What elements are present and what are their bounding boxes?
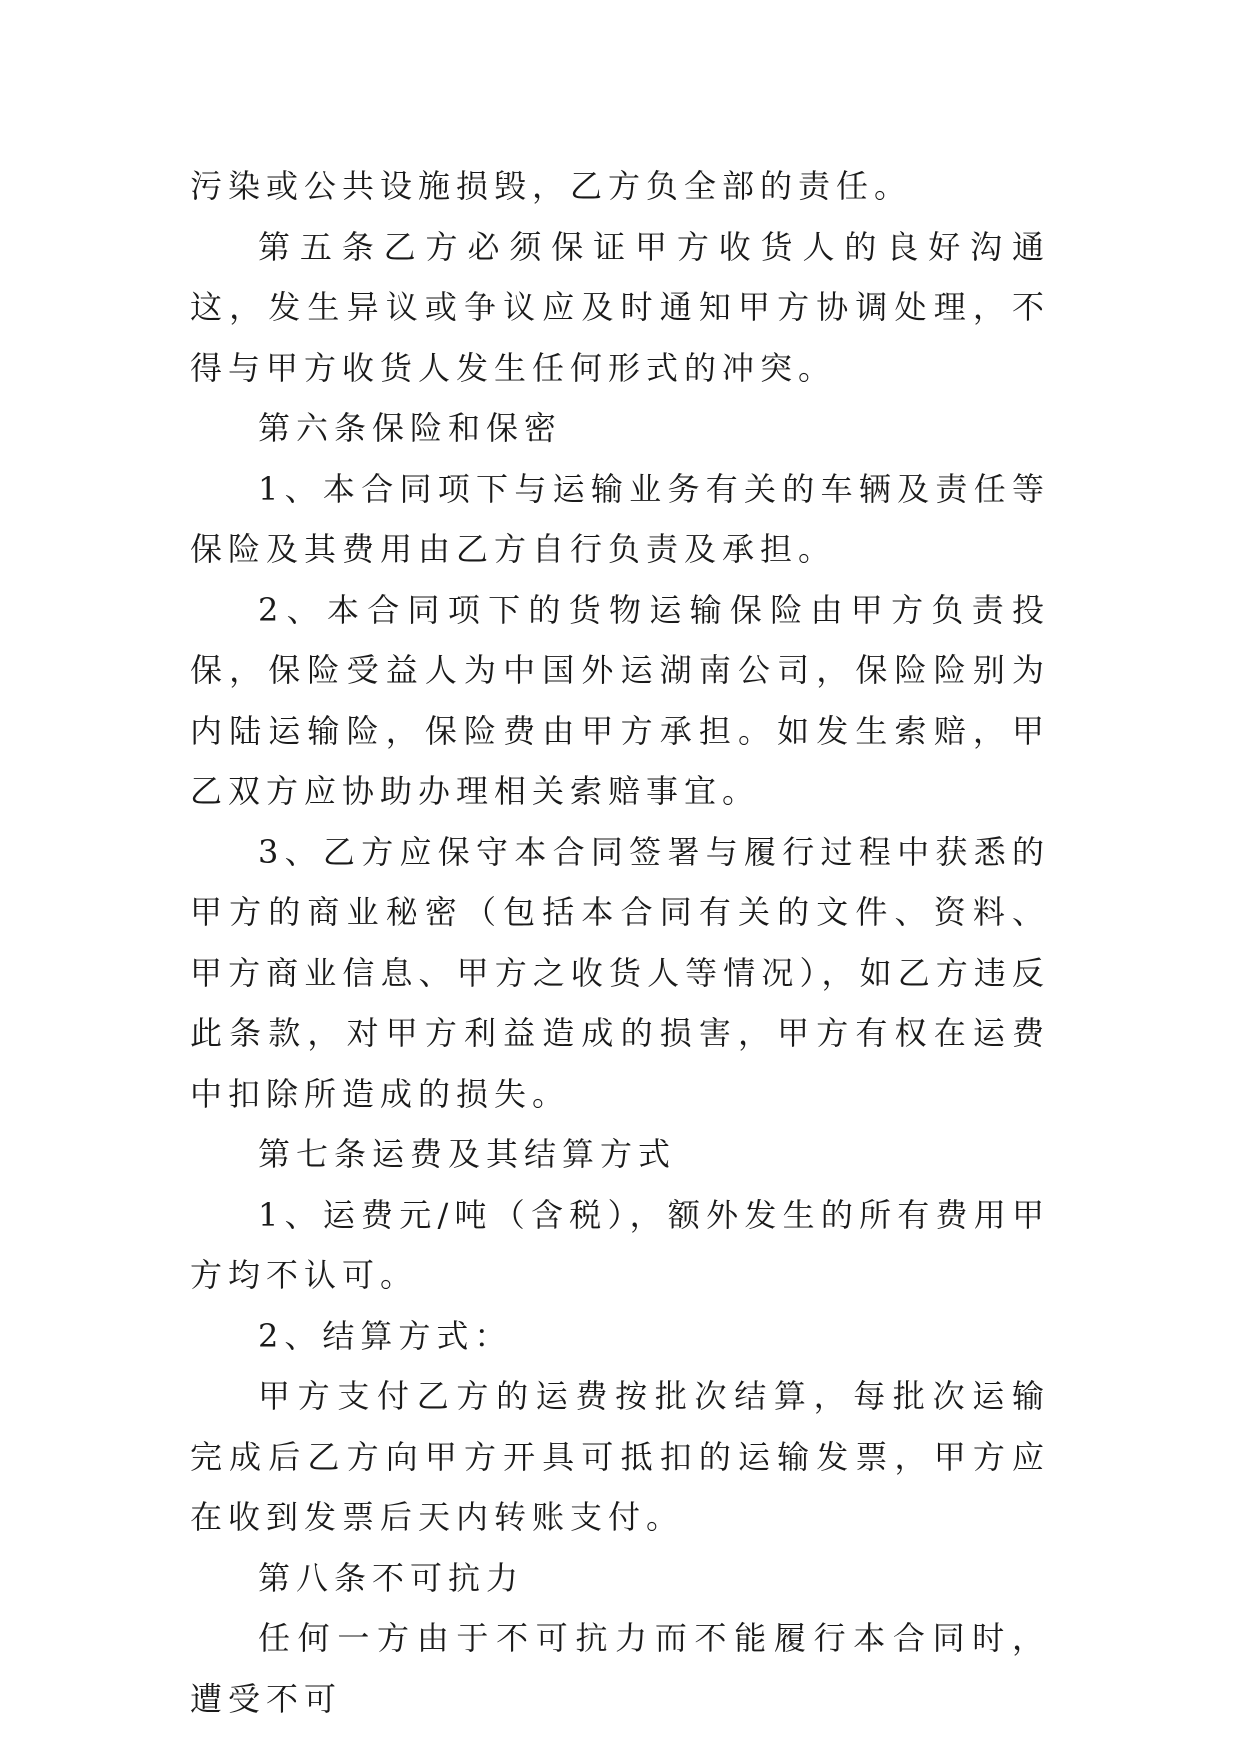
paragraph-article-5: 第五条乙方必须保证甲方收货人的良好沟通这，发生异议或争议应及时通知甲方协调处理，不得与甲方收货人发生任何形式的冲突。: [190, 227, 1050, 387]
paragraph-article-7-item-1: 1、运费元/吨（含税），额外发生的所有费用甲方均不认可。: [190, 1195, 1050, 1294]
paragraph-settlement-details: 甲方支付乙方的运费按批次结算，每批次运输完成后乙方向甲方开具可抵扣的运输发票，甲方应在收到发票后天内转账支付。: [190, 1377, 1050, 1536]
paragraph-article-6-item-1: 1、本合同项下与运输业务有关的车辆及责任等保险及其费用由乙方自行负责及承担。: [190, 469, 1050, 568]
paragraph-article-6-item-2: 2、本合同项下的货物运输保险由甲方负责投保，保险受益人为中国外运湖南公司，保险险别为内陆运输险，保险费由甲方承担。如发生索赔，甲乙双方应协助办理相关索赔事宜。: [190, 590, 1050, 810]
heading-article-7: 第七条运费及其结算方式: [258, 1135, 677, 1173]
paragraph-article-8-body: 任何一方由于不可抗力而不能履行本合同时，遭受不可: [190, 1619, 1050, 1718]
paragraph-article-7-item-2: 2、结算方式：: [258, 1316, 513, 1355]
paragraph-pollution-liability: 污染或公共设施损毁，乙方负全部的责任。: [190, 167, 913, 205]
paragraph-article-6-item-3: 3、乙方应保守本合同签署与履行过程中获悉的甲方的商业秘密（包括本合同有关的文件、资料、甲方商业信息、甲方之收货人等情况），如乙方违反此条款，对甲方利益造成的损害，甲方有权在运费中扣除所造成的损失。: [190, 832, 1050, 1113]
document-body: [190, 156, 1050, 1729]
heading-article-6: 第六条保险和保密: [258, 409, 563, 447]
heading-article-8: 第八条不可抗力: [258, 1558, 525, 1597]
